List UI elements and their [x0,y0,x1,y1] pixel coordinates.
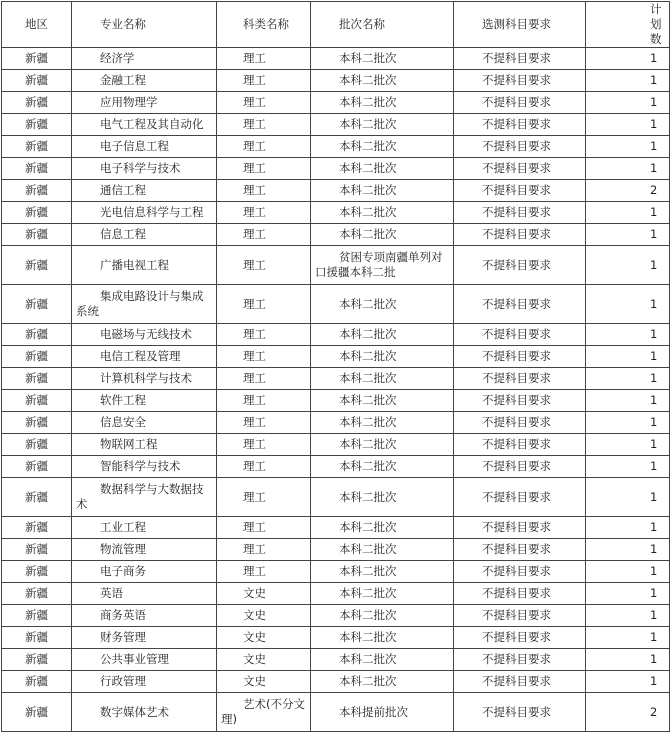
header-category: 科类名称 [217,2,311,48]
cell-batch: 本科二批次 [311,180,454,202]
cell-count: 1 [586,671,670,693]
cell-batch: 本科二批次 [311,114,454,136]
cell-region: 新疆 [2,649,72,671]
cell-major: 电子信息工程 [72,136,217,158]
cell-category: 理工 [217,412,311,434]
cell-batch: 本科二批次 [311,627,454,649]
cell-region: 新疆 [2,517,72,539]
cell-requirement: 不提科目要求 [454,285,586,324]
cell-region: 新疆 [2,158,72,180]
cell-region: 新疆 [2,671,72,693]
cell-region: 新疆 [2,202,72,224]
cell-count: 1 [586,114,670,136]
cell-count: 1 [586,539,670,561]
cell-category: 理工 [217,346,311,368]
cell-region: 新疆 [2,539,72,561]
cell-requirement: 不提科目要求 [454,346,586,368]
cell-category: 文史 [217,627,311,649]
cell-major: 行政管理 [72,671,217,693]
cell-requirement: 不提科目要求 [454,456,586,478]
cell-count: 2 [586,180,670,202]
cell-major: 经济学 [72,48,217,70]
cell-batch: 本科二批次 [311,48,454,70]
cell-region: 新疆 [2,583,72,605]
table-row [2,246,670,285]
cell-batch: 本科二批次 [311,561,454,583]
cell-count: 1 [586,224,670,246]
table-row [2,390,670,412]
cell-count: 1 [586,158,670,180]
cell-batch: 本科二批次 [311,346,454,368]
table-row [2,114,670,136]
table-row [2,70,670,92]
cell-batch: 本科二批次 [311,456,454,478]
cell-requirement: 不提科目要求 [454,70,586,92]
cell-requirement: 不提科目要求 [454,434,586,456]
cell-category: 理工 [217,114,311,136]
table-row [2,583,670,605]
cell-region: 新疆 [2,346,72,368]
table-row [2,671,670,693]
table-row [2,202,670,224]
cell-requirement: 不提科目要求 [454,605,586,627]
table-row [2,285,670,324]
cell-region: 新疆 [2,92,72,114]
cell-category: 理工 [217,561,311,583]
cell-count: 1 [586,390,670,412]
cell-region: 新疆 [2,434,72,456]
cell-category: 理工 [217,517,311,539]
cell-requirement: 不提科目要求 [454,180,586,202]
cell-region: 新疆 [2,285,72,324]
cell-category: 理工 [217,368,311,390]
cell-region: 新疆 [2,114,72,136]
table-row [2,180,670,202]
cell-major: 物联网工程 [72,434,217,456]
cell-region: 新疆 [2,224,72,246]
table-row [2,605,670,627]
cell-requirement: 不提科目要求 [454,478,586,517]
cell-batch: 本科二批次 [311,605,454,627]
cell-requirement: 不提科目要求 [454,324,586,346]
cell-major: 电磁场与无线技术 [72,324,217,346]
cell-requirement: 不提科目要求 [454,561,586,583]
cell-requirement: 不提科目要求 [454,114,586,136]
cell-count: 1 [586,202,670,224]
cell-batch: 本科二批次 [311,202,454,224]
cell-count: 1 [586,48,670,70]
cell-count: 1 [586,346,670,368]
table-row [2,224,670,246]
cell-region: 新疆 [2,324,72,346]
cell-category: 理工 [217,48,311,70]
table-row [2,561,670,583]
cell-region: 新疆 [2,70,72,92]
cell-major: 应用物理学 [72,92,217,114]
cell-major: 智能科学与技术 [72,456,217,478]
cell-region: 新疆 [2,478,72,517]
cell-batch: 本科二批次 [311,539,454,561]
cell-category: 理工 [217,136,311,158]
cell-requirement: 不提科目要求 [454,693,586,732]
cell-batch: 本科二批次 [311,158,454,180]
cell-major: 金融工程 [72,70,217,92]
cell-requirement: 不提科目要求 [454,390,586,412]
table-row [2,412,670,434]
cell-batch: 本科二批次 [311,517,454,539]
cell-requirement: 不提科目要求 [454,368,586,390]
cell-major: 通信工程 [72,180,217,202]
cell-requirement: 不提科目要求 [454,649,586,671]
cell-batch: 本科二批次 [311,390,454,412]
cell-region: 新疆 [2,390,72,412]
table-row [2,517,670,539]
cell-batch: 本科二批次 [311,92,454,114]
table-row [2,158,670,180]
cell-major: 信息工程 [72,224,217,246]
cell-batch: 贫困专项南疆单列对口援疆本科二批 [311,246,454,285]
cell-category: 理工 [217,434,311,456]
cell-requirement: 不提科目要求 [454,246,586,285]
cell-category: 文史 [217,671,311,693]
cell-major: 工业工程 [72,517,217,539]
cell-count: 1 [586,627,670,649]
cell-requirement: 不提科目要求 [454,48,586,70]
cell-major: 光电信息科学与工程 [72,202,217,224]
cell-count: 1 [586,368,670,390]
cell-major: 广播电视工程 [72,246,217,285]
cell-count: 1 [586,412,670,434]
cell-requirement: 不提科目要求 [454,224,586,246]
cell-requirement: 不提科目要求 [454,671,586,693]
cell-count: 1 [586,92,670,114]
cell-category: 理工 [217,92,311,114]
header-batch: 批次名称 [311,2,454,48]
table-row [2,368,670,390]
cell-category: 文史 [217,605,311,627]
table-header-row [2,2,670,48]
cell-requirement: 不提科目要求 [454,136,586,158]
header-region: 地区 [2,2,72,48]
table-row [2,346,670,368]
cell-batch: 本科二批次 [311,368,454,390]
cell-batch: 本科二批次 [311,478,454,517]
cell-category: 理工 [217,70,311,92]
cell-major: 电气工程及其自动化 [72,114,217,136]
table-row [2,539,670,561]
cell-major: 集成电路设计与集成系统 [72,285,217,324]
cell-region: 新疆 [2,605,72,627]
cell-region: 新疆 [2,136,72,158]
cell-count: 1 [586,517,670,539]
cell-major: 财务管理 [72,627,217,649]
cell-batch: 本科二批次 [311,136,454,158]
cell-count: 1 [586,324,670,346]
cell-category: 理工 [217,202,311,224]
cell-category: 理工 [217,324,311,346]
cell-count: 1 [586,246,670,285]
cell-count: 1 [586,561,670,583]
cell-major: 公共事业管理 [72,649,217,671]
cell-region: 新疆 [2,246,72,285]
header-requirement: 选测科目要求 [454,2,586,48]
cell-requirement: 不提科目要求 [454,92,586,114]
cell-count: 1 [586,136,670,158]
cell-batch: 本科二批次 [311,434,454,456]
cell-requirement: 不提科目要求 [454,583,586,605]
table-row [2,48,670,70]
cell-batch: 本科二批次 [311,583,454,605]
cell-requirement: 不提科目要求 [454,627,586,649]
cell-category: 理工 [217,180,311,202]
cell-batch: 本科提前批次 [311,693,454,732]
cell-major: 计算机科学与技术 [72,368,217,390]
cell-category: 文史 [217,583,311,605]
cell-batch: 本科二批次 [311,285,454,324]
cell-major: 数字媒体艺术 [72,693,217,732]
cell-requirement: 不提科目要求 [454,202,586,224]
cell-category: 理工 [217,158,311,180]
cell-category: 理工 [217,456,311,478]
cell-count: 1 [586,285,670,324]
header-count: 计划数 [586,2,670,48]
cell-requirement: 不提科目要求 [454,539,586,561]
cell-category: 理工 [217,478,311,517]
table-row [2,92,670,114]
cell-batch: 本科二批次 [311,224,454,246]
cell-major: 信息安全 [72,412,217,434]
table-row [2,434,670,456]
cell-category: 理工 [217,246,311,285]
cell-category: 艺术(不分文理) [217,693,311,732]
table-row [2,649,670,671]
cell-major: 电子科学与技术 [72,158,217,180]
table-row [2,324,670,346]
cell-count: 1 [586,456,670,478]
cell-major: 电子商务 [72,561,217,583]
cell-batch: 本科二批次 [311,649,454,671]
cell-major: 商务英语 [72,605,217,627]
table-row [2,627,670,649]
cell-region: 新疆 [2,48,72,70]
cell-region: 新疆 [2,412,72,434]
header-major: 专业名称 [72,2,217,48]
cell-region: 新疆 [2,627,72,649]
cell-batch: 本科二批次 [311,324,454,346]
cell-region: 新疆 [2,180,72,202]
cell-count: 1 [586,434,670,456]
cell-count: 1 [586,605,670,627]
cell-batch: 本科二批次 [311,70,454,92]
cell-major: 英语 [72,583,217,605]
cell-requirement: 不提科目要求 [454,158,586,180]
cell-category: 理工 [217,285,311,324]
cell-region: 新疆 [2,368,72,390]
cell-category: 文史 [217,649,311,671]
cell-region: 新疆 [2,561,72,583]
cell-requirement: 不提科目要求 [454,412,586,434]
cell-region: 新疆 [2,693,72,732]
cell-major: 电信工程及管理 [72,346,217,368]
cell-category: 理工 [217,390,311,412]
table-row [2,478,670,517]
cell-batch: 本科二批次 [311,671,454,693]
cell-major: 数据科学与大数据技术 [72,478,217,517]
cell-batch: 本科二批次 [311,412,454,434]
table-row [2,456,670,478]
cell-category: 理工 [217,224,311,246]
cell-region: 新疆 [2,456,72,478]
cell-count: 2 [586,693,670,732]
cell-requirement: 不提科目要求 [454,517,586,539]
cell-major: 物流管理 [72,539,217,561]
cell-count: 1 [586,583,670,605]
cell-category: 理工 [217,539,311,561]
table-row [2,693,670,732]
table-row [2,136,670,158]
cell-count: 1 [586,478,670,517]
cell-count: 1 [586,70,670,92]
cell-major: 软件工程 [72,390,217,412]
enrollment-plan-table [1,1,670,732]
cell-count: 1 [586,649,670,671]
